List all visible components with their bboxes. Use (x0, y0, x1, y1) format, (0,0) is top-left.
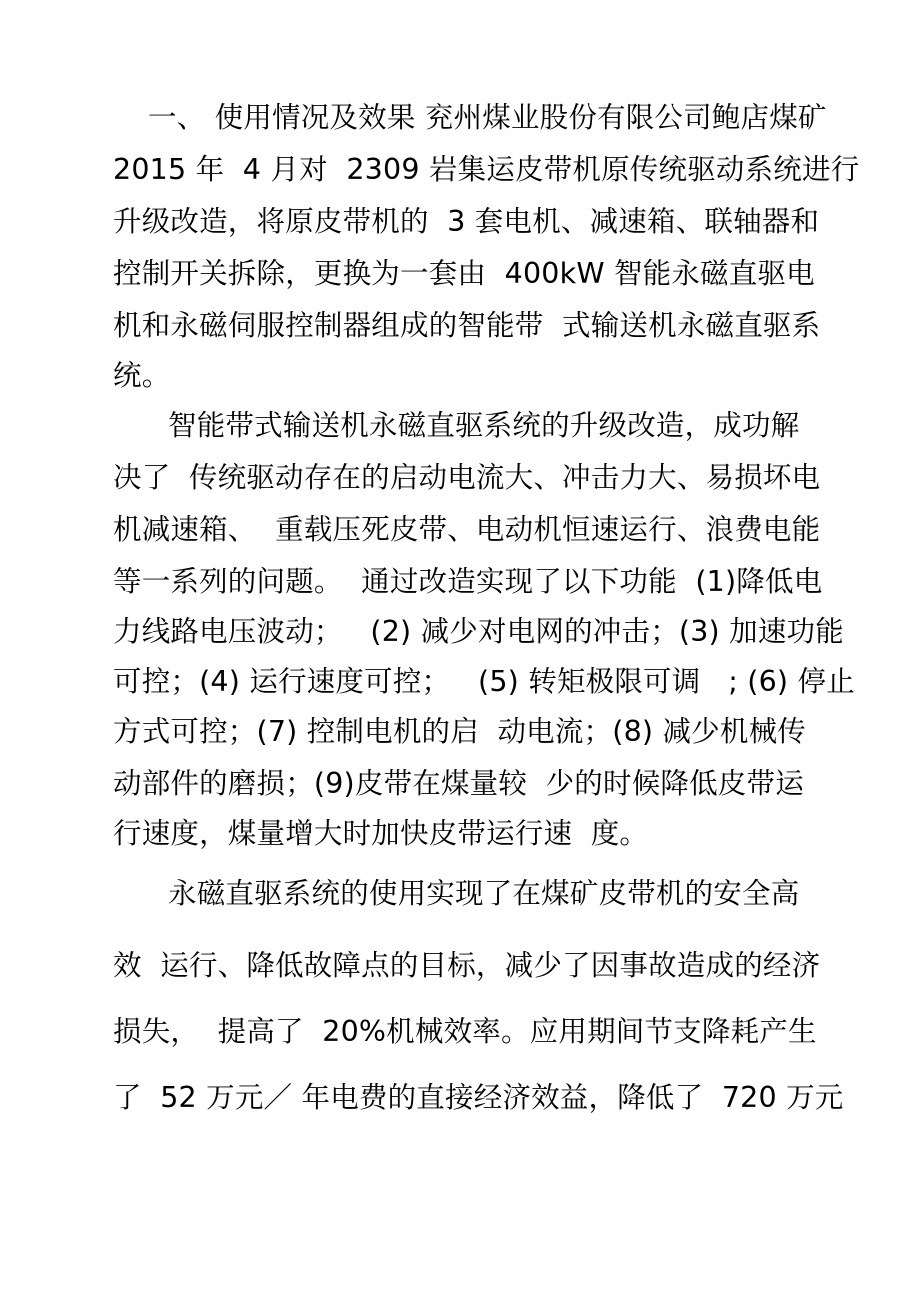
paragraph-1-line-6: 统。 (113, 359, 171, 392)
paragraph-2-line-3: 机减速箱、 重载压死皮带、电动机恒速运行、浪费电能 (113, 513, 821, 546)
paragraph-3-line-1: 永磁直驱系统的使用实现了在煤矿皮带机的安全高 (168, 877, 800, 910)
paragraph-2-line-9: 行速度，煤量增大时加快皮带运行速 度。 (113, 817, 649, 850)
paragraph-1-line-5: 机和永磁伺服控制器组成的智能带 式输送机永磁直驱系 (113, 309, 821, 342)
paragraph-2-line-1: 智能带式输送机永磁直驱系统的升级改造，成功解 (168, 409, 800, 442)
paragraph-1-line-3: 升级改造，将原皮带机的 3 套电机、减速箱、联轴器和 (113, 205, 820, 238)
paragraph-3-line-4: 了 52 万元／ 年电费的直接经济效益，降低了 720 万元 (113, 1081, 844, 1114)
paragraph-1-line-1: 一、 使用情况及效果 兖州煤业股份有限公司鲍店煤矿 (148, 101, 827, 134)
paragraph-1-line-2: 2015 年 4 月对 2309 岩集运皮带机原传统驱动系统进行 (113, 153, 860, 186)
paragraph-3-line-3: 损失， 提高了 20%机械效率。应用期间节支降耗产生 (113, 1015, 817, 1048)
paragraph-2-line-4: 等一系列的问题。 通过改造实现了以下功能 (1)降低电 (113, 565, 823, 598)
paragraph-2-line-2: 决了 传统驱动存在的启动电流大、冲击力大、易损坏电 (113, 461, 821, 494)
paragraph-2-line-5: 力线路电压波动； (2) 减少对电网的冲击；(3) 加速功能 (113, 615, 844, 648)
paragraph-2-line-6: 可控；(4) 运行速度可控； (5) 转矩极限可调 ; (6) 停止 (113, 665, 855, 698)
paragraph-3-line-2: 效 运行、降低故障点的目标，减少了因事故造成的经济 (113, 949, 821, 982)
paragraph-2-line-7: 方式可控；(7) 控制电机的启 动电流；(8) 减少机械传 (113, 715, 806, 748)
paragraph-2-line-8: 动部件的磨损；(9)皮带在煤量较 少的时候降低皮带运 (113, 767, 804, 800)
paragraph-1-line-4: 控制开关拆除，更换为一套由 400kW 智能永磁直驱电 (113, 257, 815, 290)
